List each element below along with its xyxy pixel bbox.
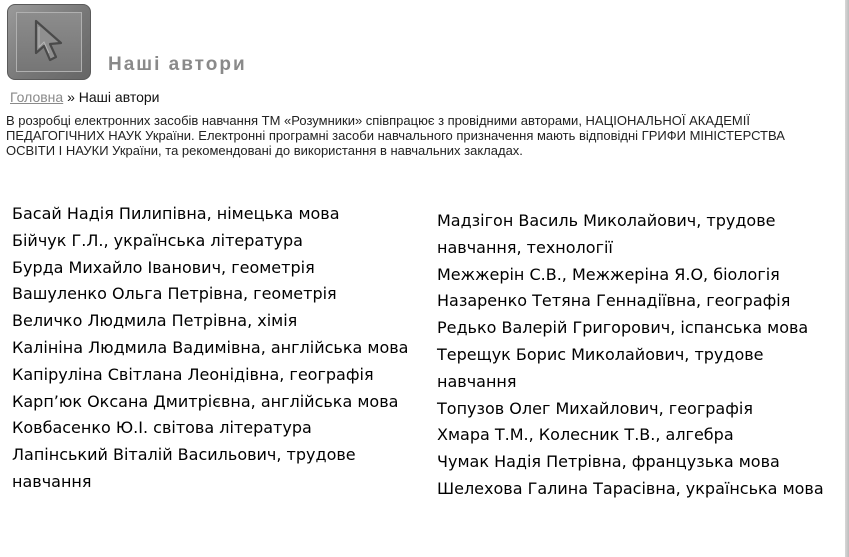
author-item: Басай Надія Пилипівна, німецька мова xyxy=(12,204,340,223)
author-item: Редько Валерій Григорович, іспанська мова xyxy=(437,318,809,338)
author-item: Бурда Михайло Іванович, геометрія xyxy=(12,257,315,277)
author-item: Топузов Олег Михайлович, географія xyxy=(437,398,753,418)
site-logo[interactable] xyxy=(7,4,91,80)
author-item: Хмара Т.М., Колесник Т.В., алгебра xyxy=(437,425,734,445)
intro-paragraph: В розробці електронних засобів навчання ТМ «Розумники» співпрацює з провідними авторами, НАЦІОНАЛЬНОЇ АКАДЕМІЇ ПЕДАГОГІЧНИХ НАУК України. Електронні програмні засоби навчального призначення мають відповідні ГРИФИ МІНІСТЕРСТВА ОСВІТИ І НАУКИ України, та рекомендовані до використання в навчальних закладах. xyxy=(6,113,785,158)
author-item: Мадзігон Василь Миколайович, трудове навчання, технології xyxy=(437,211,776,257)
author-item: Терещук Борис Миколайович, трудове навчання xyxy=(437,344,764,391)
breadcrumb xyxy=(10,89,159,105)
author-item: Бійчук Г.Л., українська література xyxy=(12,230,303,250)
breadcrumb-current: Наші автори xyxy=(78,89,160,105)
author-item: Ковбасенко Ю.І. світова література xyxy=(12,418,312,438)
author-item: Вашуленко Ольга Петрівна, геометрія xyxy=(12,284,337,304)
authors-right-column xyxy=(437,208,842,503)
author-item: Назаренко Тетяна Геннадіївна, географія xyxy=(437,291,791,311)
author-item: Лапінський Віталій Васильович, трудове навчання xyxy=(12,445,356,491)
window-right-edge xyxy=(845,0,849,557)
author-item: Чумак Надія Петрівна, французька мова xyxy=(437,452,780,472)
breadcrumb-separator: » xyxy=(67,89,75,105)
page-title: Наші автори xyxy=(108,54,247,75)
logo-inner-panel xyxy=(16,12,82,72)
cursor-arrow-icon xyxy=(33,19,67,65)
author-item: Межжерін С.В., Межжеріна Я.О, біологія xyxy=(437,264,780,284)
author-item: Карп’юк Оксана Дмитрієвна, англійська мова xyxy=(12,391,399,411)
author-item: Капіруліна Світлана Леонідівна, географія xyxy=(12,364,374,384)
author-item: Калініна Людмила Вадимівна, англійська мова xyxy=(12,337,409,357)
author-item: Величко Людмила Петрівна, хімія xyxy=(12,311,298,331)
author-item: Шелехова Галина Тарасівна, українська мова xyxy=(437,478,824,498)
breadcrumb-home-link[interactable]: Головна xyxy=(10,89,64,105)
authors-left-column xyxy=(12,201,417,496)
